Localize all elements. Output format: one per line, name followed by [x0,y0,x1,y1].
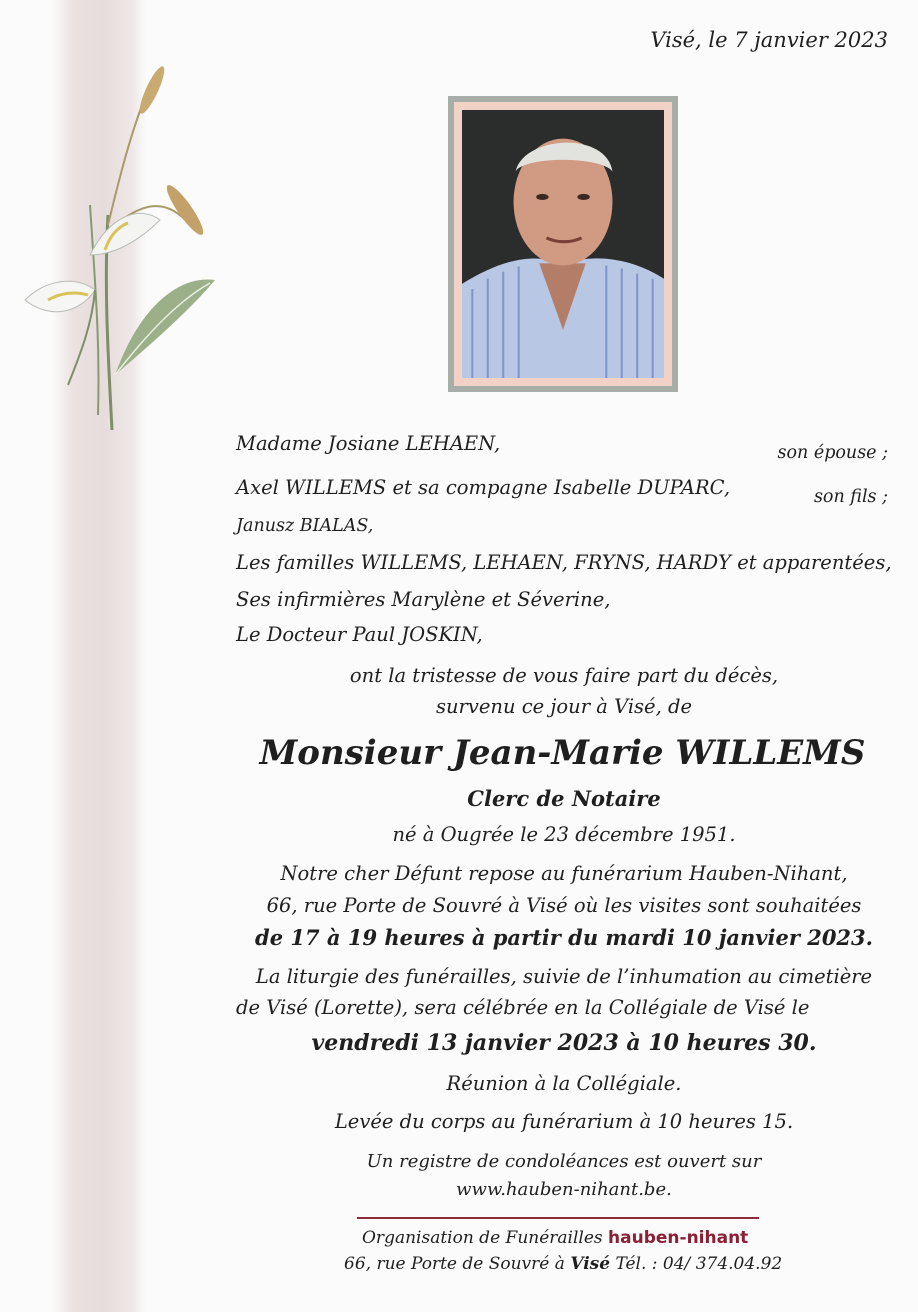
rest-line: 66, rue Porte de Souvré à Visé où les visites sont souhaitées [266,894,862,917]
family-member: Madame Josiane LEHAEN, [236,432,501,455]
departure-info: Levée du corps au funérarium à 10 heures 15. [334,1110,794,1133]
ceremony-datetime: vendredi 13 janvier 2023 à 10 heures 30. [311,1030,817,1056]
family-member: Janusz BIALAS, [236,516,374,536]
announcement-line: ont la tristesse de vous faire part du décès, [349,664,779,687]
condolence-url[interactable]: www.hauben-nihant.be. [456,1179,672,1200]
footer-phone: Tél. : 04/ 374.04.92 [615,1254,783,1274]
family-member: Ses infirmières Marylène et Séverine, [236,588,611,611]
ceremony-line: La liturgie des funérailles, suivie de l’inhumation au cimetière [255,965,873,988]
footer-organisation-prefix: Organisation de Funérailles [362,1228,603,1248]
funeral-home-brand: hauben-nihant [608,1228,749,1248]
footer-city: Visé [570,1254,611,1274]
family-member: Les familles WILLEMS, LEHAEN, FRYNS, HARDY et apparentées, [236,551,892,574]
announcement-line: survenu ce jour à Visé, de [435,695,693,718]
footer-divider [357,1217,759,1219]
ceremony-line: de Visé (Lorette), sera célébrée en la Collégiale de Visé le [236,996,810,1019]
footer-address [344,1254,782,1274]
birth-info: né à Ougrée le 23 décembre 1951. [392,823,736,846]
rest-line: Notre cher Défunt repose au funérarium Hauben-Nihant, [280,862,848,885]
portrait-photo [462,110,664,378]
portrait-mat [454,102,672,386]
meeting-info: Réunion à la Collégiale. [446,1072,682,1095]
family-member: Le Docteur Paul JOSKIN, [236,623,483,646]
portrait-frame [448,96,678,392]
footer-organisation [362,1228,748,1248]
deceased-title: Clerc de Notaire [467,786,661,811]
letter-date: Visé, le 7 janvier 2023 [650,28,888,52]
condolence-line: Un registre de condoléances est ouvert sur [366,1151,762,1172]
family-role: son épouse ; [777,443,888,463]
visiting-hours: de 17 à 19 heures à partir du mardi 10 janvier 2023. [255,925,873,950]
family-role: son fils ; [813,487,888,507]
deceased-name: Monsieur Jean-Marie WILLEMS [259,733,866,773]
calla-lily-wheat-illustration [20,55,220,445]
family-member: Axel WILLEMS et sa compagne Isabelle DUPARC, [236,476,731,499]
footer-address-prefix: 66, rue Porte de Souvré à [344,1254,565,1274]
